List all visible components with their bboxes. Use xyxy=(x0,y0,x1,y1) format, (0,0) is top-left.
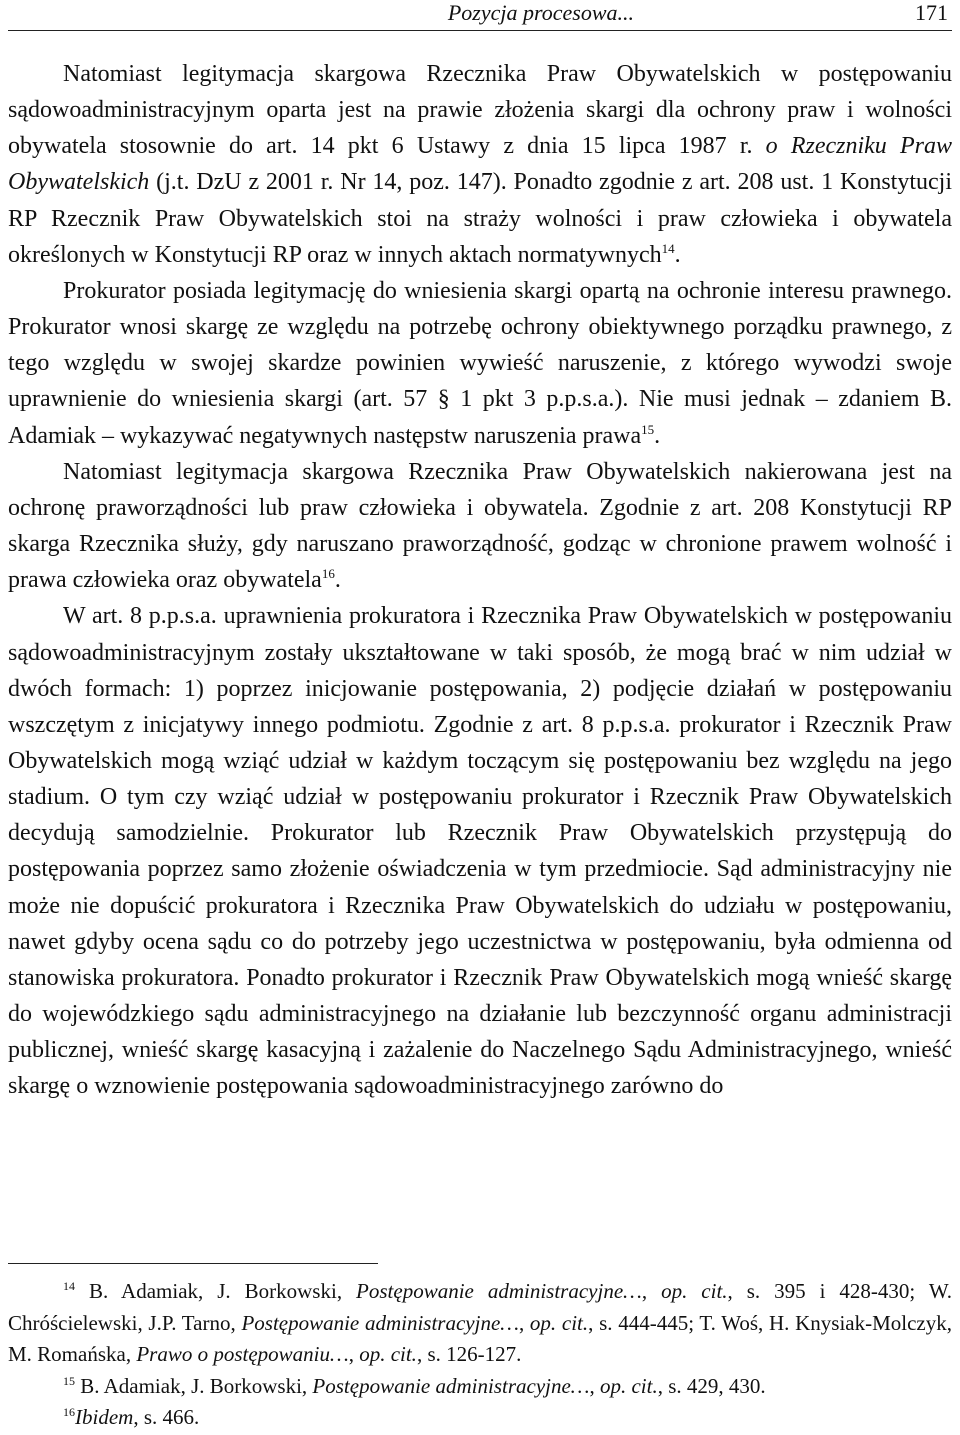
paragraph-1: Natomiast legitymacja skargowa Rzecznika Praw Obywatelskich w postępowaniu sądowoadministracyjnym oparta jest na prawie złożenia skargi dla ochrony praw i wolności obywatela stosownie do art. 14 pkt 6 Ustawy z dnia 15 lipca 1987 r. o Rzeczniku Praw Obywatelskich (j.t. DzU z 2001 r. Nr 14, poz. 147). Ponadto zgodnie z art. 208 ust. 1 Konstytucji RP Rzecznik Praw Obywatelskich stoi na straży wolności i praw człowieka i obywatela określonych w Konstytucji RP oraz w innych aktach normatywnych$^{14}$. xyxy=(8,61,952,268)
footnote-15: $^{15}$ B. Adamiak, J. Borkowski, Postępowanie administracyjne…, op. cit., s. 429, 430. xyxy=(63,1373,766,1398)
footnote-number: 14 xyxy=(63,1279,75,1293)
page-header xyxy=(8,0,952,31)
paragraph-2: Prokurator posiada legitymację do wniesienia skargi opartą na ochronie interesu prawnego. Prokurator wnosi skargę ze względu na potrzebę ochrony obiektywnego porządku prawnego, z tego względu w swojej skardze powinien wywieść naruszenie, z którego wywodzi swoje uprawnienie do wniesienia skargi (art. 57 § 1 pkt 3 p.p.s.a.). Nie musi jednak – zdaniem B. Adamiak – wykazywać negatywnych następstw naruszenia prawa$^{15}$. xyxy=(8,277,952,449)
footnote-ref-16[interactable]: 16 xyxy=(321,566,335,582)
statute-title: o Rzeczniku Praw Obywatelskich xyxy=(8,133,952,196)
page-number: 171 xyxy=(915,0,948,25)
footnotes xyxy=(8,1276,952,1434)
footnote-14: $^{14}$ B. Adamiak, J. Borkowski, Postępowanie administracyjne…, op. cit., s. 395 i 428-430; W. Chróścielewski, J.P. Tarno, Postępowanie administracyjne…, op. cit., s. 444-445; T. Woś, H. Knysiak-Molczyk, M. Romańska, Prawo o postępowaniu…, op. cit., s. 126-127. xyxy=(8,1279,953,1366)
main-text xyxy=(8,56,952,1105)
footnote-16: $^{16}$Ibidem, s. 466. xyxy=(63,1405,200,1429)
footnote-ref-15[interactable]: 15 xyxy=(641,421,655,437)
footnote-number: 15 xyxy=(63,1373,75,1388)
footnote-separator xyxy=(8,1263,378,1264)
footnote-number: 16 xyxy=(63,1405,75,1419)
running-header-title: Pozycja procesowa... xyxy=(447,0,634,25)
paragraph-4: W art. 8 p.p.s.a. uprawnienia prokuratora i Rzecznika Praw Obywatelskich w postępowaniu sądowoadministracyjnym zostały ukształtowane w taki sposób, że mogą brać w nim udział w dwóch formach: 1) poprzez inicjowanie postępowania, 2) podjęcie działań w postępowaniu wszczętym z inicjatywy innego podmiotu. Zgodnie z art. 8 p.p.s.a. prokurator i Rzecznik Praw Obywatelskich mogą wziąć udział w każdym toczącym się postępowaniu bez względu na jego stadium. O tym czy wziąć udział w postępowaniu prokurator i Rzecznik Praw Obywatelskich decydują samodzielnie. Prokurator lub Rzecznik Praw Obywatelskich przystępują do postępowania poprzez samo złożenie oświadczenia w tym przedmiocie. Sąd administracyjny nie może nie dopuścić prokuratora i Rzecznika Praw Obywatelskich do udziału w postępowaniu, nawet gdyby ocena sądu co do potrzeby jego uczestnictwa w postępowaniu, była odmienna od stanowiska prokuratora. Ponadto prokurator i Rzecznik Praw Obywatelskich mogą wnieść skargę do wojewódzkiego sądu administracyjnego na działanie lub bezczynność organu administracji publicznej, wnieść skargę kasacyjną i zażalenie do Naczelnego Sądu Administracyjnego, wnieść skargę o wznowienie postępowania sądowoadministracyjnego zarówno do xyxy=(8,603,952,1100)
footnote-ref-14[interactable]: 14 xyxy=(661,240,675,256)
paragraph-3: Natomiast legitymacja skargowa Rzecznika Praw Obywatelskich nakierowana jest na ochronę praworządności lub praw człowieka i obywatela. Zgodnie z art. 208 Konstytucji RP skarga Rzecznika służy, gdy naruszano praworządność, godząc w chronione prawem wolność i prawa człowieka oraz obywatela$^{16}$. xyxy=(8,458,952,594)
